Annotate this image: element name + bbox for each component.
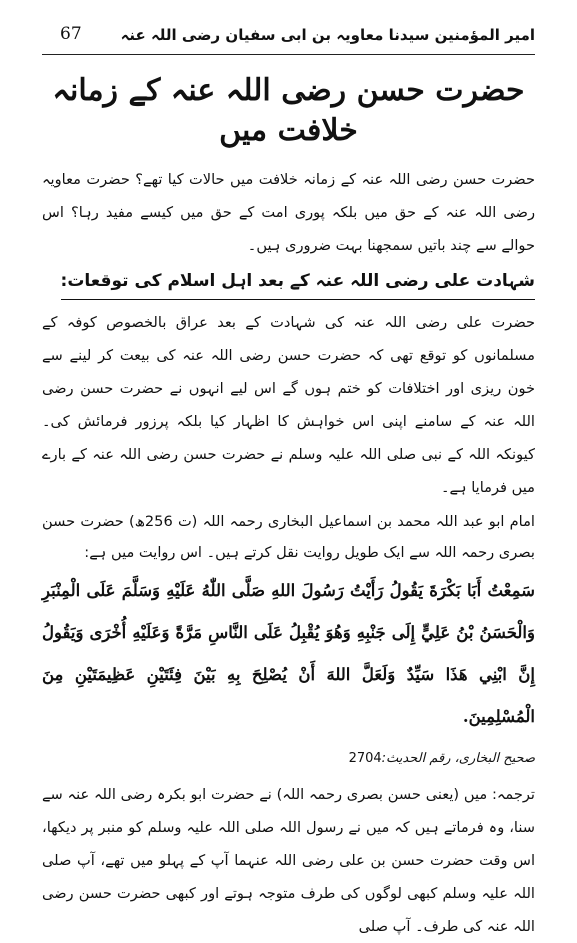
chapter-title: حضرت حسن رضی اللہ عنہ کے زمانہ خلافت میں: [52, 73, 525, 148]
section-paragraph: حضرت علی رضی اللہ عنہ کی شہادت کے بعد عراق بالخصوص کوفہ کے مسلمانوں کو توقع تھی کہ حضرت حسن رضی اللہ عنہ کی بیعت کر لینے سے خون ریزی اور اختلافات کو ختم ہوں گے اس لیے انہوں نے حضرت حسن رضی اللہ عنہ کے سامنے اپنی اس خواہش کا اظہار کیا بلکہ پرزور فرمائش کی۔ کیونکہ اللہ کے نبی صلی اللہ علیہ وسلم نے حضرت حسن رضی اللہ عنہ کے بارے میں فرمایا ہے۔: [42, 314, 535, 496]
translation-paragraph: ترجمہ: میں (یعنی حسن بصری رحمہ اللہ) نے حضرت ابو بکرہ رضی اللہ عنہ سے سنا، وہ فرماتے ہیں کہ میں نے رسول اللہ صلی اللہ علیہ وسلم کو منبر پر دیکھا، اس وقت حضرت حسن بن علی رضی اللہ عنہما آپ کے پہلو میں تھے، آپ صلی اللہ علیہ وسلم کبھی لوگوں کی طرف متوجہ ہوتے اور کبھی حضرت حسن رضی اللہ عنہ کی طرف۔ آپ صلی: [42, 786, 535, 935]
reference-number: 2704: [348, 751, 382, 766]
running-header: [42, 22, 535, 55]
reference-source: صحیح البخاری، رقم الحدیث:: [381, 751, 535, 766]
hadith-arabic-text: سَمِعْتُ أَبَا بَكْرَةَ يَقُولُ رَأَيْتُ رَسُولَ اللهِ صَلَّى اللّٰهُ عَلَيْهِ وَسَلَّمَ عَلَى الْمِنْبَرِ وَالْحَسَنُ بْنُ عَلِيٍّ إِلَى جَنْبِهِ وَهُوَ يُقْبِلُ عَلَى النَّاسِ مَرَّةً وَعَلَيْهِ أُخْرَى وَيَقُولُ إِنَّ ابْنِي هَذَا سَيِّدٌ وَلَعَلَّ اللهَ أَنْ يُصْلِحَ بِهِ بَيْنَ فِئَتَيْنِ عَظِيمَتَيْنِ مِنَ الْمُسْلِمِينَ.: [42, 581, 535, 726]
hadith-reference: [42, 746, 535, 772]
section-heading: شہادت علی رضی اللہ عنہ کے بعد اہل اسلام کی توقعات:: [61, 266, 535, 300]
book-title: امیر المؤمنین سیدنا معاویہ بن ابی سفیان رضی اللہ عنہ: [120, 26, 535, 44]
page-number: 67: [60, 24, 82, 44]
narration-intro: امام ابو عبد اللہ محمد بن اسماعیل البخاری رحمہ اللہ (ت 256ھ) حضرت حسن بصری رحمہ اللہ سے ایک طویل روایت نقل کرتے ہیں۔ اس روایت میں ہے:: [42, 513, 535, 561]
intro-paragraph: حضرت حسن رضی اللہ عنہ کے زمانہ خلافت میں حالات کیا تھے؟ حضرت معاویہ رضی اللہ عنہ کے حق میں بلکہ پوری امت کے حق میں کیسے مفید رہا؟ اس حوالے سے چند باتیں سمجھنا بہت ضروری ہیں۔: [42, 171, 535, 254]
